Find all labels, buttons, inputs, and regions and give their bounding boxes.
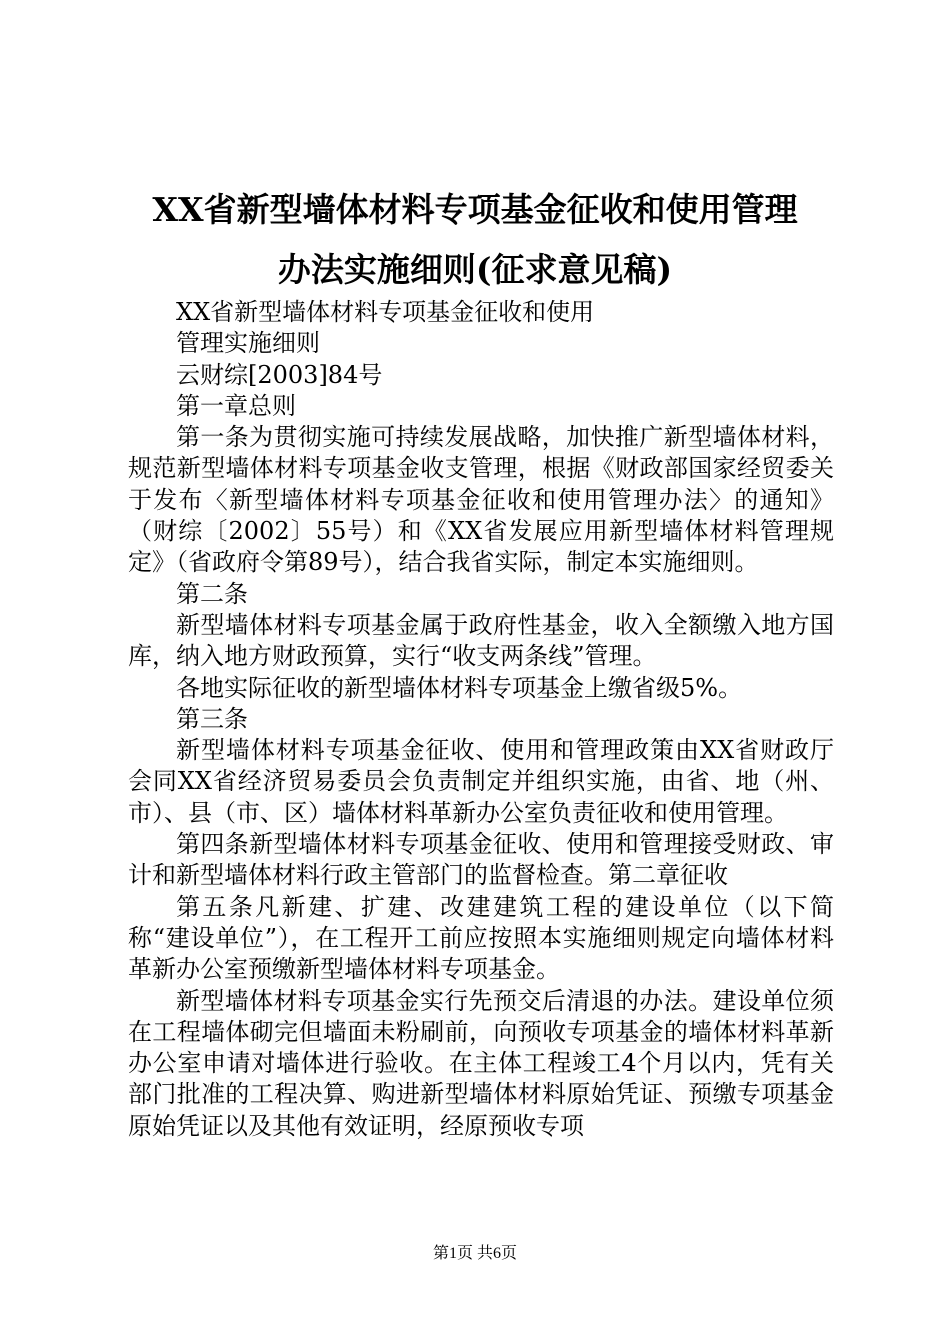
paragraph: 各地实际征收的新型墙体材料专项基金上缴省级5%。 — [176, 673, 743, 702]
paragraph: 管理实施细则 — [176, 329, 320, 358]
paragraph: 第四条新型墙体材料专项基金征收、使用和管理接受财政、审计和新型墙体材料行政主管部门的监督检查。第二章征收 — [128, 830, 834, 890]
paragraph: 云财综[2003]84号 — [176, 360, 383, 389]
article-heading: 第二条 — [176, 579, 248, 608]
paragraph: 第五条凡新建、扩建、改建建筑工程的建设单位（以下简称“建设单位”），在工程开工前应按照本实施细则规定向墙体材料革新办公室预缴新型墙体材料专项基金。 — [128, 892, 834, 984]
document-body — [128, 297, 834, 1142]
paragraph: 新型墙体材料专项基金实行先预交后清退的办法。建设单位须在工程墙体砌完但墙面未粉刷前，向预收专项基金的墙体材料革新办公室申请对墙体进行验收。在主体工程竣工4个月以内，凭有关部门批准的工程决算、购进新型墙体材料原始凭证、预缴专项基金原始凭证以及其他有效证明，经原预收专项 — [128, 986, 834, 1140]
article-heading: 第三条 — [176, 704, 248, 733]
document-title-line-2: 办法实施细则(征求意见稿) — [277, 250, 673, 289]
page-number: 第1页 共6页 — [432, 1245, 517, 1262]
document-title-line-1: XX省新型墙体材料专项基金征收和使用管理 — [152, 190, 798, 229]
paragraph: 第一条为贯彻实施可持续发展战略，加快推广新型墙体材料，规范新型墙体材料专项基金收支管理，根据《财政部国家经贸委关于发布〈新型墙体材料专项基金征收和使用管理办法〉的通知》（财综〔2002〕55号）和《XX省发展应用新型墙体材料管理规定》（省政府令第89号），结合我省实际，制定本实施细则。 — [128, 423, 834, 577]
paragraph: XX省新型墙体材料专项基金征收和使用 — [176, 298, 595, 326]
paragraph: 新型墙体材料专项基金征收、使用和管理政策由XX省财政厅会同XX省经济贸易委员会负责制定并组织实施，由省、地（州、市）、县（市、区）墙体材料革新办公室负责征收和使用管理。 — [128, 736, 834, 827]
chapter-heading: 第一章总则 — [176, 391, 296, 420]
paragraph: 新型墙体材料专项基金属于政府性基金，收入全额缴入地方国库，纳入地方财政预算，实行“收支两条线”管理。 — [128, 610, 834, 671]
